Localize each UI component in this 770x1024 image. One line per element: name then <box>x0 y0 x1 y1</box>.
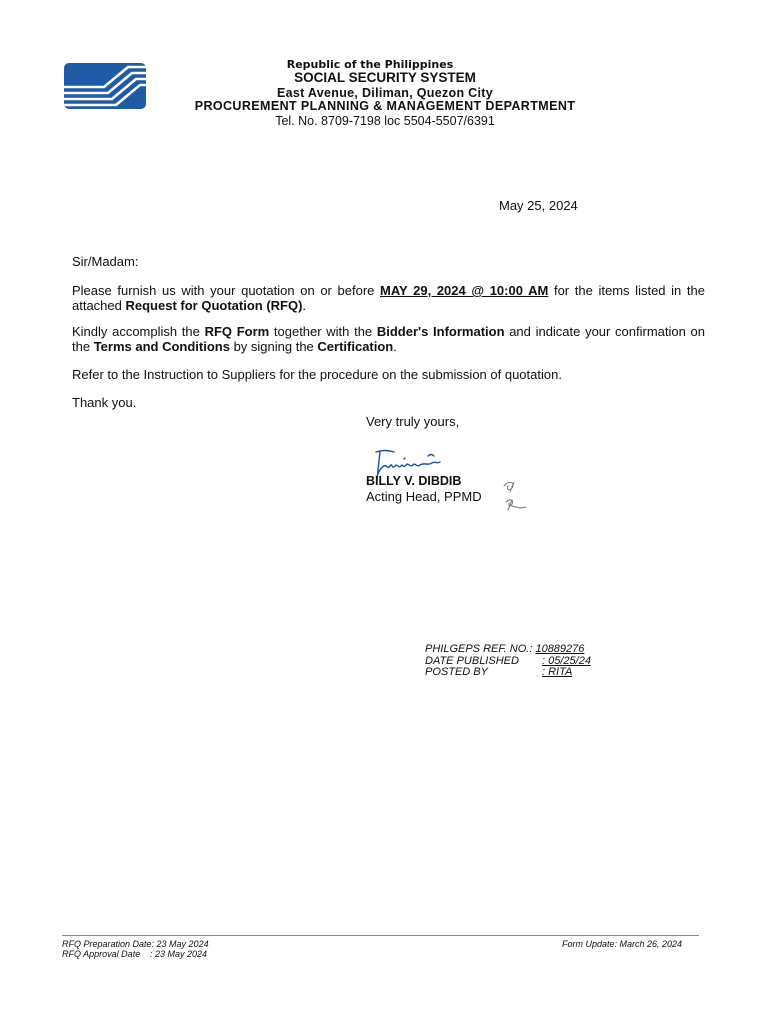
form-update-date: Form Update: March 26, 2024 <box>562 939 683 949</box>
initials-icon <box>496 476 532 516</box>
philgeps-ref-value: 10889276 <box>535 643 585 655</box>
signer-title: Acting Head, PPMD <box>366 489 482 504</box>
philgeps-ref: PHILGEPS REF. NO.: 10889276 <box>425 643 585 655</box>
telephone-line: Tel. No. 8709-7198 loc 5504-5507/6391 <box>275 114 495 128</box>
agency-name: SOCIAL SECURITY SYSTEM <box>294 70 476 85</box>
closing: Very truly yours, <box>366 414 460 429</box>
republic-heading: Republic of the Philippines <box>286 58 454 71</box>
posted-by: POSTED BY : RITA <box>425 666 573 678</box>
rfq-text: Request for Quotation (RFQ) <box>125 298 303 313</box>
department-name: PROCUREMENT PLANNING & MANAGEMENT DEPARTMENT <box>194 99 576 113</box>
signer-name: BILLY V. DIBDIB <box>366 474 462 488</box>
paragraph-refer: Refer to the Instruction to Suppliers for the procedure on the submission of quotation. <box>72 367 562 382</box>
agency-address: East Avenue, Diliman, Quezon City <box>277 86 493 100</box>
letter-date: May 25, 2024 <box>499 198 578 213</box>
paragraph-thanks: Thank you. <box>72 395 137 410</box>
posted-by-value: : RITA <box>542 666 573 678</box>
paragraph-instructions: Kindly accomplish the RFQ Form together with the Bidder's Information and indicate your confirmation on the Terms and Conditions by signing the Certification. <box>72 324 705 354</box>
footer-divider <box>62 935 699 936</box>
salutation: Sir/Madam: <box>72 254 139 269</box>
deadline-text: MAY 29, 2024 @ 10:00 AM <box>380 283 549 298</box>
date-published: DATE PUBLISHED : 05/25/24 <box>425 655 591 667</box>
date-published-value: : 05/25/24 <box>542 655 591 667</box>
paragraph-deadline: Please furnish us with your quotation on or before MAY 29, 2024 @ 10:00 AM for the items listed in the attached Request for Quotation (RFQ). <box>72 283 705 313</box>
rfq-preparation-date: RFQ Preparation Date: 23 May 2024 <box>62 939 209 949</box>
rfq-approval-date: RFQ Approval Date : 23 May 2024 <box>62 949 208 959</box>
